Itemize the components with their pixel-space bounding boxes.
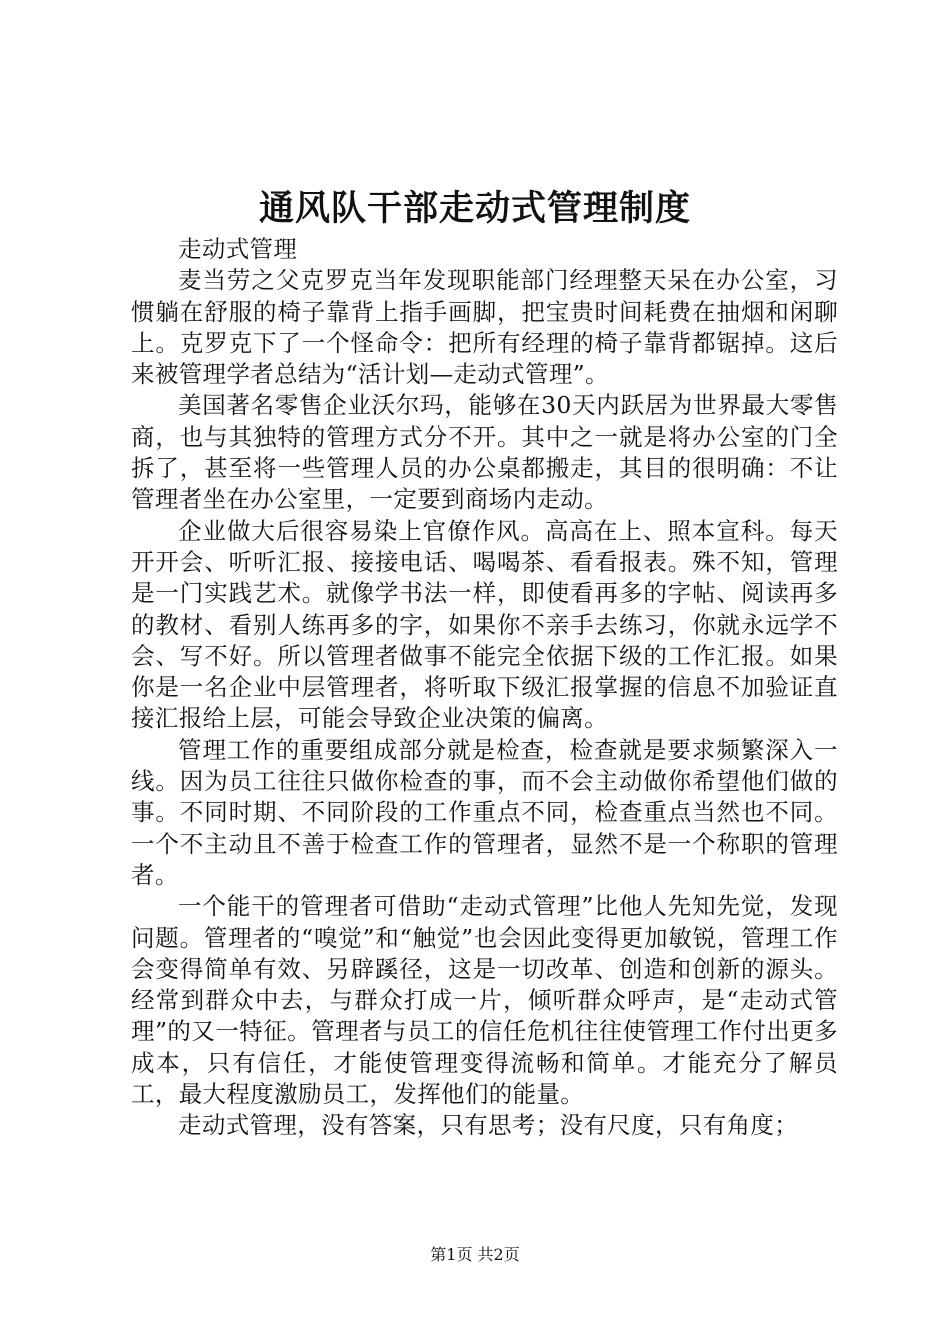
paragraph-heading: 走动式管理 <box>178 235 298 263</box>
paragraph: 美国著名零售企业沃尔玛，能够在30天内跃居为世界最大零售商，也与其独特的管理方式分不开。其中之一就是将办公室的门全拆了，甚至将一些管理人员的办公桌都搬走，其目的很明确：不让管理者坐在办公室里，一定要到商场内走动。 <box>131 391 838 514</box>
document-title: 通风队干部走动式管理制度 <box>258 188 691 229</box>
paragraph: 麦当劳之父克罗克当年发现职能部门经理整天呆在办公室，习惯躺在舒服的椅子靠背上指手画脚，把宝贵时间耗费在抽烟和闲聊上。克罗克下了一个怪命令：把所有经理的椅子靠背都锯掉。这后来被管理学者总结为“活计划—走动式管理”。 <box>131 266 838 389</box>
paragraph: 企业做大后很容易染上官僚作风。高高在上、照本宣科。每天开开会、听听汇报、接接电话、喝喝茶、看看报表。殊不知，管理是一门实践艺术。就像学书法一样，即使看再多的字帖、阅读再多的教材、看别人练再多的字，如果你不亲手去练习，你就永远学不会、写不好。所以管理者做事不能完全依据下级的工作汇报。如果你是一名企业中层管理者，将听取下级汇报掌握的信息不加验证直接汇报给上层，可能会导致企业决策的偏离。 <box>131 516 838 733</box>
paragraph: 管理工作的重要组成部分就是检查，检查就是要求频繁深入一线。因为员工往往只做你检查的事，而不会主动做你希望他们做的事。不同时期、不同阶段的工作重点不同，检查重点当然也不同。一个不主动且不善于检查工作的管理者，显然不是一个称职的管理者。 <box>131 735 838 889</box>
page-number-footer: 第1页 共2页 <box>430 1245 520 1264</box>
document-body <box>131 234 838 1142</box>
paragraph: 走动式管理，没有答案，只有思考；没有尺度，只有角度； <box>178 1111 799 1140</box>
paragraph: 一个能干的管理者可借助“走动式管理”比他人先知先觉，发现问题。管理者的“嗅觉”和“触觉”也会因此变得更加敏锐，管理工作会变得简单有效、另辟蹊径，这是一切改革、创造和创新的源头。经常到群众中去，与群众打成一片，倾听群众呼声，是“走动式管理”的又一特征。管理者与员工的信任危机往往使管理工作付出更多成本，只有信任，才能使管理变得流畅和简单。才能充分了解员工，最大程度激励员工，发挥他们的能量。 <box>131 892 838 1109</box>
